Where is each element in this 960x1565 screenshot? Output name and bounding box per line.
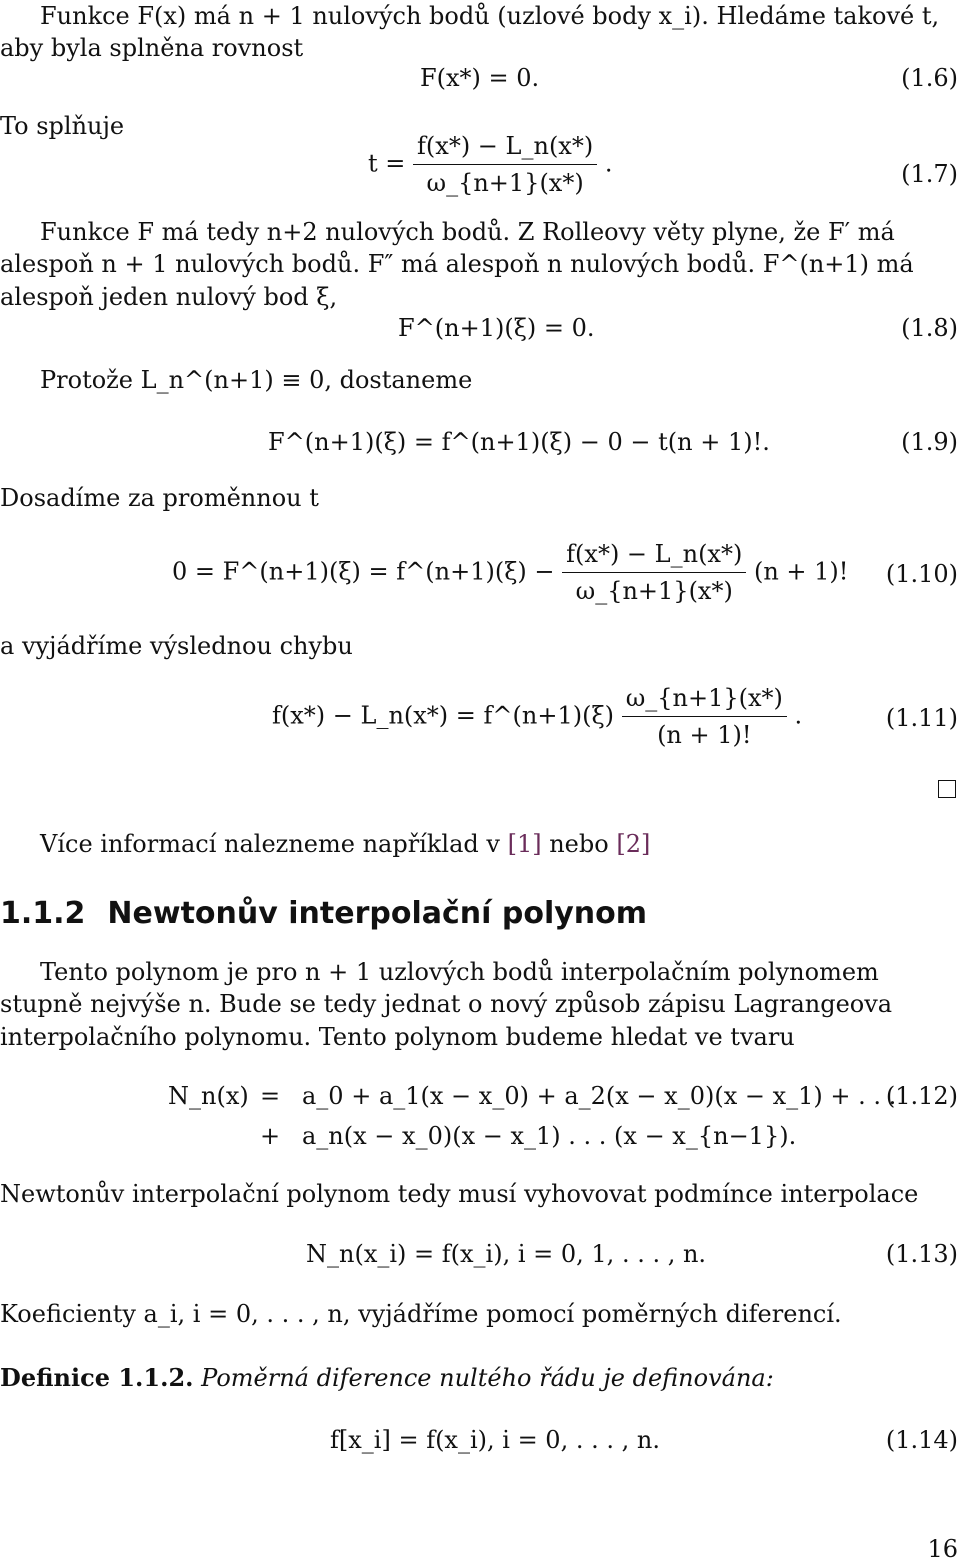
more-info-text: Více informací nalezneme například v xyxy=(40,830,500,858)
fraction-bar xyxy=(622,716,787,717)
equation-1-7-fraction xyxy=(413,130,597,200)
paragraph-because: Protože L_n^(n+1) ≡ 0, dostaneme xyxy=(40,366,473,394)
equation-1-7-numerator: f(x*) − L_n(x*) xyxy=(417,132,594,160)
equation-number-1-14: (1.14) xyxy=(885,1426,958,1454)
equation-1-10-tail: (n + 1)! xyxy=(753,557,849,586)
equation-1-10-lhs: 0 = F^(n+1)(ξ) = f^(n+1)(ξ) − xyxy=(172,557,555,586)
equation-1-11 xyxy=(272,682,802,752)
paragraph-express-error: a vyjádříme výslednou chybu xyxy=(0,632,353,660)
equation-1-10-denominator: ω_{n+1}(x*) xyxy=(575,577,733,606)
section-heading xyxy=(0,894,647,935)
paragraph-coefficients: Koeficienty a_i, i = 0, . . . , n, vyjádříme pomocí poměrných diferencí. xyxy=(0,1300,842,1328)
equation-1-10 xyxy=(172,538,848,608)
definition xyxy=(0,1362,774,1394)
equation-1-12-lhs: N_n(x) xyxy=(168,1082,249,1110)
equation-1-11-tail: . xyxy=(794,701,803,730)
definition-body: Poměrná diference nultého řádu je definována: xyxy=(201,1364,774,1392)
equation-number-1-7: (1.7) xyxy=(901,160,958,188)
paragraph-newton-intro: Tento polynom je pro n + 1 uzlových bodů interpolačním polynomem stupně nejvýše n. Bude se tedy jednat o nový způsob zápisu Lagrangeova interpolačního polynomu. Tento polynom budeme hledat ve tvaru xyxy=(0,958,893,1051)
paragraph-interpolation-condition: Newtonův interpolační polynom tedy musí vyhovovat podmínce interpolace xyxy=(0,1180,919,1208)
equation-1-6: F(x*) = 0. xyxy=(420,64,540,92)
paragraph-satisfies: To splňuje xyxy=(0,112,125,140)
paragraph-more-info xyxy=(40,828,650,860)
equation-1-12 xyxy=(168,1080,897,1160)
equation-number-1-13: (1.13) xyxy=(885,1240,958,1268)
citation-link-2[interactable]: [2] xyxy=(616,830,651,858)
equation-1-10-fraction xyxy=(562,538,746,608)
equation-1-11-denominator: (n + 1)! xyxy=(657,721,752,750)
equation-1-9: F^(n+1)(ξ) = f^(n+1)(ξ) − 0 − t(n + 1)!. xyxy=(268,428,770,456)
definition-head: Definice 1.1.2. xyxy=(0,1363,194,1392)
equation-1-7 xyxy=(368,130,612,200)
equation-1-13: N_n(x_i) = f(x_i), i = 0, 1, . . . , n. xyxy=(306,1240,707,1268)
equation-1-10-numerator: f(x*) − L_n(x*) xyxy=(566,540,743,568)
equation-number-1-9: (1.9) xyxy=(901,428,958,456)
paragraph-zero-points: Funkce F(x) má n + 1 nulových bodů (uzlové body x_i). Hledáme takové t, aby byla splněna rovnost xyxy=(0,2,940,63)
equation-1-14: f[x_i] = f(x_i), i = 0, . . . , n. xyxy=(330,1426,660,1454)
equation-1-12-rel1: = xyxy=(260,1082,281,1110)
section-title: Newtonův interpolační polynom xyxy=(107,896,648,931)
fraction-bar xyxy=(562,572,746,573)
equation-1-7-denominator: ω_{n+1}(x*) xyxy=(426,169,584,198)
fraction-bar xyxy=(413,164,597,165)
equation-1-12-row1: a_0 + a_1(x − x_0) + a_2(x − x_0)(x − x_1) + . . . xyxy=(302,1082,897,1110)
equation-number-1-10: (1.10) xyxy=(885,560,958,588)
equation-number-1-8: (1.8) xyxy=(901,314,958,342)
equation-1-11-fraction xyxy=(622,682,787,752)
equation-1-7-lhs: t = xyxy=(368,149,406,178)
equation-1-11-lhs: f(x*) − L_n(x*) = f^(n+1)(ξ) xyxy=(272,701,615,730)
section-number: 1.1.2 xyxy=(0,896,86,931)
equation-1-12-rel2: + xyxy=(260,1122,281,1150)
page-number: 16 xyxy=(927,1535,958,1563)
equation-1-7-tail: . xyxy=(604,149,613,178)
paragraph-rolle: Funkce F má tedy n+2 nulových bodů. Z Rolleovy věty plyne, že F′ má alespoň n + 1 nulových bodů. F″ má alespoň n nulových bodů. F^(n+1) má alespoň jeden nulový bod ξ, xyxy=(0,218,914,311)
equation-1-8: F^(n+1)(ξ) = 0. xyxy=(398,314,595,342)
equation-number-1-12: (1.12) xyxy=(885,1082,958,1110)
qed-box-icon xyxy=(938,780,956,798)
more-info-conjunction: nebo xyxy=(549,830,609,858)
paragraph-substitute: Dosadíme za proměnnou t xyxy=(0,484,319,512)
equation-1-11-numerator: ω_{n+1}(x*) xyxy=(625,684,783,712)
equation-1-12-row2: a_n(x − x_0)(x − x_1) . . . (x − x_{n−1}). xyxy=(302,1122,797,1150)
equation-number-1-6: (1.6) xyxy=(901,64,958,92)
equation-number-1-11: (1.11) xyxy=(885,704,958,732)
citation-link-1[interactable]: [1] xyxy=(507,830,542,858)
